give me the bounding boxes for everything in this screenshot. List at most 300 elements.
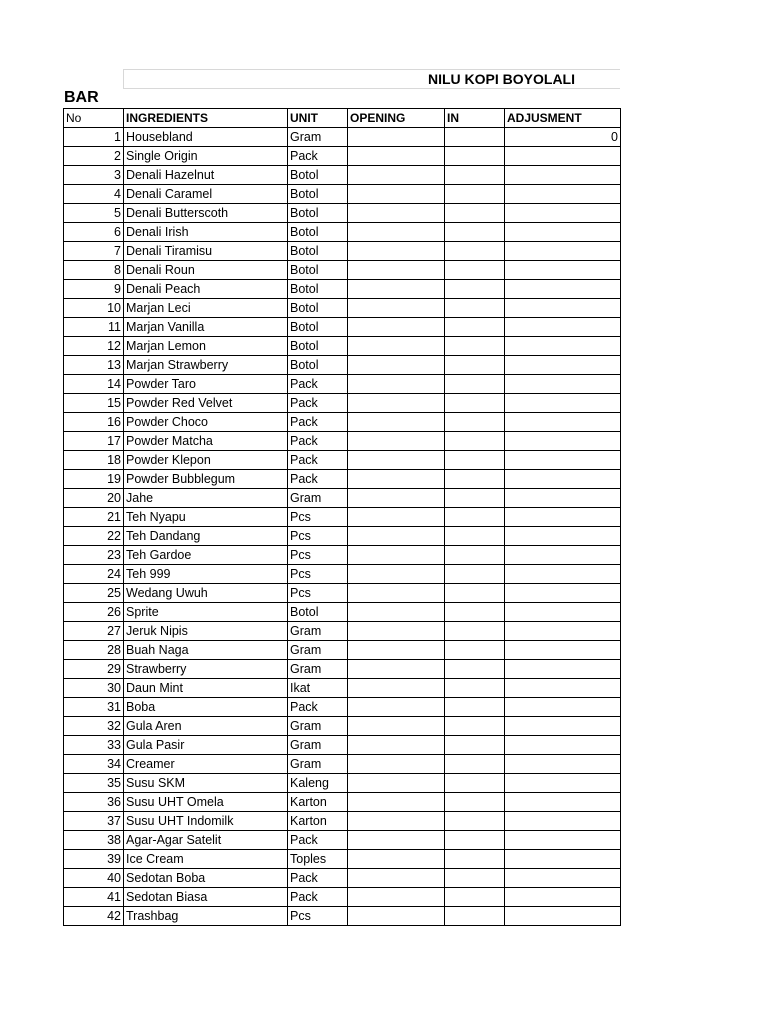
cell-in[interactable]	[445, 508, 505, 527]
cell-unit[interactable]: Ikat	[288, 679, 348, 698]
table-row	[64, 356, 621, 375]
table-row	[64, 679, 621, 698]
cell-opening[interactable]	[348, 128, 445, 147]
cell-opening[interactable]	[348, 375, 445, 394]
cell-no[interactable]: 17	[64, 432, 124, 451]
cell-adjusment[interactable]	[505, 375, 621, 394]
cell-no[interactable]: 20	[64, 489, 124, 508]
cell-in[interactable]	[445, 584, 505, 603]
cell-ingredient[interactable]: Powder Red Velvet	[124, 394, 288, 413]
header-in: IN	[445, 109, 505, 128]
cell-unit[interactable]: Pack	[288, 147, 348, 166]
cell-opening[interactable]	[348, 242, 445, 261]
cell-no[interactable]: 4	[64, 185, 124, 204]
cell-unit[interactable]: Gram	[288, 128, 348, 147]
section-label: BAR	[64, 89, 99, 106]
table-row	[64, 375, 621, 394]
cell-unit[interactable]: Pack	[288, 888, 348, 907]
cell-opening[interactable]	[348, 622, 445, 641]
cell-unit[interactable]: Toples	[288, 850, 348, 869]
cell-ingredient[interactable]: Denali Tiramisu	[124, 242, 288, 261]
cell-no[interactable]: 5	[64, 204, 124, 223]
cell-no[interactable]: 12	[64, 337, 124, 356]
cell-no[interactable]: 33	[64, 736, 124, 755]
cell-opening[interactable]	[348, 223, 445, 242]
cell-no[interactable]: 31	[64, 698, 124, 717]
cell-unit[interactable]: Pcs	[288, 508, 348, 527]
cell-no[interactable]: 38	[64, 831, 124, 850]
cell-in[interactable]	[445, 242, 505, 261]
table-row	[64, 888, 621, 907]
cell-adjusment[interactable]	[505, 489, 621, 508]
cell-opening[interactable]	[348, 603, 445, 622]
cell-ingredient[interactable]: Marjan Leci	[124, 299, 288, 318]
header-no: No	[64, 109, 124, 128]
cell-opening[interactable]	[348, 489, 445, 508]
cell-unit[interactable]: Botol	[288, 356, 348, 375]
cell-in[interactable]	[445, 679, 505, 698]
header-opening: OPENING	[348, 109, 445, 128]
cell-opening[interactable]	[348, 432, 445, 451]
cell-in[interactable]	[445, 489, 505, 508]
cell-unit[interactable]: Gram	[288, 736, 348, 755]
cell-ingredient[interactable]: Teh Nyapu	[124, 508, 288, 527]
cell-ingredient[interactable]: Jeruk Nipis	[124, 622, 288, 641]
cell-ingredient[interactable]: Daun Mint	[124, 679, 288, 698]
cell-opening[interactable]	[348, 185, 445, 204]
table-row	[64, 451, 621, 470]
cell-adjusment[interactable]	[505, 717, 621, 736]
cell-no[interactable]: 9	[64, 280, 124, 299]
table-row	[64, 166, 621, 185]
cell-ingredient[interactable]: Susu UHT Indomilk	[124, 812, 288, 831]
table-row	[64, 470, 621, 489]
table-row	[64, 812, 621, 831]
cell-opening[interactable]	[348, 413, 445, 432]
cell-opening[interactable]	[348, 527, 445, 546]
cell-in[interactable]	[445, 375, 505, 394]
table-row	[64, 223, 621, 242]
cell-opening[interactable]	[348, 793, 445, 812]
cell-opening[interactable]	[348, 204, 445, 223]
table-row	[64, 489, 621, 508]
cell-adjusment[interactable]	[505, 869, 621, 888]
cell-unit[interactable]: Pack	[288, 375, 348, 394]
cell-unit[interactable]: Botol	[288, 261, 348, 280]
header-unit: UNIT	[288, 109, 348, 128]
cell-in[interactable]	[445, 204, 505, 223]
cell-ingredient[interactable]: Denali Caramel	[124, 185, 288, 204]
table-row	[64, 318, 621, 337]
table-row	[64, 660, 621, 679]
cell-unit[interactable]: Botol	[288, 603, 348, 622]
cell-unit[interactable]: Pcs	[288, 907, 348, 926]
cell-unit[interactable]: Botol	[288, 204, 348, 223]
cell-no[interactable]: 8	[64, 261, 124, 280]
cell-adjusment[interactable]	[505, 451, 621, 470]
cell-opening[interactable]	[348, 850, 445, 869]
cell-opening[interactable]	[348, 147, 445, 166]
cell-unit[interactable]: Pcs	[288, 565, 348, 584]
cell-ingredient[interactable]: Marjan Vanilla	[124, 318, 288, 337]
cell-adjusment[interactable]	[505, 508, 621, 527]
cell-adjusment[interactable]	[505, 546, 621, 565]
cell-opening[interactable]	[348, 641, 445, 660]
cell-adjusment[interactable]	[505, 223, 621, 242]
cell-ingredient[interactable]: Powder Matcha	[124, 432, 288, 451]
cell-adjusment[interactable]	[505, 888, 621, 907]
cell-in[interactable]	[445, 622, 505, 641]
cell-adjusment[interactable]	[505, 565, 621, 584]
cell-no[interactable]: 22	[64, 527, 124, 546]
cell-opening[interactable]	[348, 166, 445, 185]
table-row	[64, 603, 621, 622]
cell-adjusment[interactable]	[505, 261, 621, 280]
cell-in[interactable]	[445, 869, 505, 888]
cell-in[interactable]	[445, 413, 505, 432]
table-row	[64, 527, 621, 546]
cell-adjusment[interactable]	[505, 698, 621, 717]
cell-no[interactable]: 21	[64, 508, 124, 527]
cell-ingredient[interactable]: Marjan Strawberry	[124, 356, 288, 375]
table-row	[64, 736, 621, 755]
cell-unit[interactable]: Botol	[288, 242, 348, 261]
cell-in[interactable]	[445, 812, 505, 831]
cell-adjusment[interactable]	[505, 432, 621, 451]
document-title: NILU KOPI BOYOLALI	[428, 71, 575, 87]
cell-no[interactable]: 36	[64, 793, 124, 812]
cell-ingredient[interactable]: Powder Taro	[124, 375, 288, 394]
cell-adjusment[interactable]	[505, 907, 621, 926]
cell-unit[interactable]: Botol	[288, 185, 348, 204]
table-row	[64, 546, 621, 565]
cell-in[interactable]	[445, 394, 505, 413]
cell-ingredient[interactable]: Gula Pasir	[124, 736, 288, 755]
table-row	[64, 793, 621, 812]
cell-ingredient[interactable]: Susu SKM	[124, 774, 288, 793]
inventory-table	[63, 108, 621, 926]
cell-in[interactable]	[445, 337, 505, 356]
cell-ingredient[interactable]: Teh Dandang	[124, 527, 288, 546]
cell-in[interactable]	[445, 831, 505, 850]
cell-opening[interactable]	[348, 869, 445, 888]
cell-adjusment[interactable]	[505, 584, 621, 603]
cell-in[interactable]	[445, 546, 505, 565]
cell-unit[interactable]: Botol	[288, 223, 348, 242]
cell-adjusment[interactable]	[505, 280, 621, 299]
cell-adjusment[interactable]	[505, 394, 621, 413]
cell-opening[interactable]	[348, 470, 445, 489]
cell-ingredient[interactable]: Strawberry	[124, 660, 288, 679]
table-row	[64, 242, 621, 261]
cell-no[interactable]: 32	[64, 717, 124, 736]
cell-no[interactable]: 37	[64, 812, 124, 831]
cell-no[interactable]: 1	[64, 128, 124, 147]
cell-opening[interactable]	[348, 280, 445, 299]
cell-opening[interactable]	[348, 451, 445, 470]
cell-adjusment[interactable]	[505, 736, 621, 755]
cell-in[interactable]	[445, 717, 505, 736]
table-row	[64, 565, 621, 584]
cell-no[interactable]: 19	[64, 470, 124, 489]
cell-opening[interactable]	[348, 717, 445, 736]
cell-in[interactable]	[445, 641, 505, 660]
cell-adjusment[interactable]	[505, 318, 621, 337]
cell-ingredient[interactable]: Wedang Uwuh	[124, 584, 288, 603]
table-row	[64, 432, 621, 451]
table-row	[64, 698, 621, 717]
cell-in[interactable]	[445, 736, 505, 755]
cell-unit[interactable]: Gram	[288, 489, 348, 508]
cell-no[interactable]: 30	[64, 679, 124, 698]
cell-opening[interactable]	[348, 565, 445, 584]
cell-ingredient[interactable]: Boba	[124, 698, 288, 717]
cell-opening[interactable]	[348, 337, 445, 356]
cell-no[interactable]: 23	[64, 546, 124, 565]
cell-ingredient[interactable]: Denali Butterscoth	[124, 204, 288, 223]
cell-opening[interactable]	[348, 660, 445, 679]
table-row	[64, 394, 621, 413]
cell-adjusment[interactable]	[505, 812, 621, 831]
table-row	[64, 622, 621, 641]
cell-opening[interactable]	[348, 698, 445, 717]
cell-no[interactable]: 25	[64, 584, 124, 603]
cell-in[interactable]	[445, 603, 505, 622]
cell-ingredient[interactable]: Powder Bubblegum	[124, 470, 288, 489]
cell-in[interactable]	[445, 850, 505, 869]
cell-adjusment[interactable]	[505, 660, 621, 679]
cell-no[interactable]: 7	[64, 242, 124, 261]
cell-no[interactable]: 29	[64, 660, 124, 679]
table-row	[64, 299, 621, 318]
cell-in[interactable]	[445, 299, 505, 318]
cell-in[interactable]	[445, 432, 505, 451]
cell-opening[interactable]	[348, 299, 445, 318]
cell-unit[interactable]: Gram	[288, 755, 348, 774]
cell-opening[interactable]	[348, 508, 445, 527]
cell-no[interactable]: 10	[64, 299, 124, 318]
cell-no[interactable]: 26	[64, 603, 124, 622]
cell-in[interactable]	[445, 451, 505, 470]
cell-ingredient[interactable]: Powder Klepon	[124, 451, 288, 470]
cell-ingredient[interactable]: Denali Roun	[124, 261, 288, 280]
cell-no[interactable]: 42	[64, 907, 124, 926]
cell-in[interactable]	[445, 755, 505, 774]
cell-ingredient[interactable]: Denali Peach	[124, 280, 288, 299]
cell-ingredient[interactable]: Teh Gardoe	[124, 546, 288, 565]
cell-ingredient[interactable]: Sprite	[124, 603, 288, 622]
cell-unit[interactable]: Gram	[288, 660, 348, 679]
cell-opening[interactable]	[348, 907, 445, 926]
cell-ingredient[interactable]: Trashbag	[124, 907, 288, 926]
cell-in[interactable]	[445, 660, 505, 679]
cell-ingredient[interactable]: Buah Naga	[124, 641, 288, 660]
cell-adjusment[interactable]	[505, 603, 621, 622]
cell-adjusment[interactable]	[505, 413, 621, 432]
cell-no[interactable]: 27	[64, 622, 124, 641]
cell-opening[interactable]	[348, 584, 445, 603]
cell-no[interactable]: 2	[64, 147, 124, 166]
cell-in[interactable]	[445, 147, 505, 166]
cell-in[interactable]	[445, 318, 505, 337]
cell-adjusment[interactable]	[505, 850, 621, 869]
cell-opening[interactable]	[348, 261, 445, 280]
cell-in[interactable]	[445, 698, 505, 717]
cell-no[interactable]: 41	[64, 888, 124, 907]
table-row	[64, 907, 621, 926]
table-row	[64, 280, 621, 299]
table-row	[64, 128, 621, 147]
cell-adjusment[interactable]	[505, 527, 621, 546]
table-row	[64, 508, 621, 527]
cell-no[interactable]: 40	[64, 869, 124, 888]
cell-in[interactable]	[445, 128, 505, 147]
cell-in[interactable]	[445, 907, 505, 926]
header-adjusment: ADJUSMENT	[505, 109, 621, 128]
cell-adjusment[interactable]	[505, 299, 621, 318]
cell-in[interactable]	[445, 166, 505, 185]
table-row	[64, 850, 621, 869]
cell-opening[interactable]	[348, 812, 445, 831]
cell-adjusment[interactable]	[505, 166, 621, 185]
cell-adjusment[interactable]	[505, 147, 621, 166]
cell-opening[interactable]	[348, 736, 445, 755]
cell-unit[interactable]: Pack	[288, 869, 348, 888]
cell-no[interactable]: 11	[64, 318, 124, 337]
cell-ingredient[interactable]: Denali Hazelnut	[124, 166, 288, 185]
cell-opening[interactable]	[348, 755, 445, 774]
cell-opening[interactable]	[348, 774, 445, 793]
cell-in[interactable]	[445, 261, 505, 280]
cell-adjusment[interactable]	[505, 755, 621, 774]
cell-opening[interactable]	[348, 888, 445, 907]
cell-adjusment[interactable]	[505, 774, 621, 793]
table-row	[64, 413, 621, 432]
cell-adjusment[interactable]	[505, 793, 621, 812]
cell-ingredient[interactable]: Sedotan Biasa	[124, 888, 288, 907]
table-row	[64, 755, 621, 774]
cell-unit[interactable]: Karton	[288, 812, 348, 831]
cell-opening[interactable]	[348, 546, 445, 565]
table-row	[64, 831, 621, 850]
cell-opening[interactable]	[348, 679, 445, 698]
header-ingredients: INGREDIENTS	[124, 109, 288, 128]
cell-unit[interactable]: Pack	[288, 831, 348, 850]
cell-in[interactable]	[445, 527, 505, 546]
table-row	[64, 337, 621, 356]
cell-opening[interactable]	[348, 394, 445, 413]
cell-unit[interactable]: Gram	[288, 717, 348, 736]
cell-no[interactable]: 39	[64, 850, 124, 869]
cell-in[interactable]	[445, 280, 505, 299]
cell-ingredient[interactable]: Ice Cream	[124, 850, 288, 869]
cell-adjusment[interactable]	[505, 831, 621, 850]
cell-adjusment[interactable]	[505, 242, 621, 261]
table-row	[64, 204, 621, 223]
cell-adjusment[interactable]	[505, 204, 621, 223]
cell-unit[interactable]: Pack	[288, 394, 348, 413]
cell-unit[interactable]: Botol	[288, 280, 348, 299]
table-row	[64, 869, 621, 888]
cell-unit[interactable]: Kaleng	[288, 774, 348, 793]
cell-ingredient[interactable]: Agar-Agar Satelit	[124, 831, 288, 850]
cell-ingredient[interactable]: Sedotan Boba	[124, 869, 288, 888]
cell-unit[interactable]: Pack	[288, 698, 348, 717]
cell-unit[interactable]: Gram	[288, 622, 348, 641]
cell-no[interactable]: 35	[64, 774, 124, 793]
cell-no[interactable]: 28	[64, 641, 124, 660]
cell-ingredient[interactable]: Single Origin	[124, 147, 288, 166]
cell-unit[interactable]: Pcs	[288, 584, 348, 603]
cell-no[interactable]: 15	[64, 394, 124, 413]
cell-unit[interactable]: Pcs	[288, 546, 348, 565]
cell-ingredient[interactable]: Gula Aren	[124, 717, 288, 736]
cell-adjusment[interactable]	[505, 641, 621, 660]
cell-ingredient[interactable]: Marjan Lemon	[124, 337, 288, 356]
cell-no[interactable]: 34	[64, 755, 124, 774]
cell-no[interactable]: 24	[64, 565, 124, 584]
cell-in[interactable]	[445, 793, 505, 812]
cell-in[interactable]	[445, 888, 505, 907]
cell-opening[interactable]	[348, 318, 445, 337]
cell-unit[interactable]: Pack	[288, 451, 348, 470]
cell-in[interactable]	[445, 565, 505, 584]
cell-in[interactable]	[445, 470, 505, 489]
cell-unit[interactable]: Botol	[288, 166, 348, 185]
table-row	[64, 147, 621, 166]
cell-in[interactable]	[445, 223, 505, 242]
cell-adjusment[interactable]	[505, 337, 621, 356]
cell-ingredient[interactable]: Creamer	[124, 755, 288, 774]
cell-unit[interactable]: Pack	[288, 413, 348, 432]
table-header-row	[64, 109, 621, 128]
cell-adjusment[interactable]	[505, 622, 621, 641]
cell-no[interactable]: 6	[64, 223, 124, 242]
cell-unit[interactable]: Pcs	[288, 527, 348, 546]
cell-in[interactable]	[445, 774, 505, 793]
cell-no[interactable]: 3	[64, 166, 124, 185]
cell-opening[interactable]	[348, 831, 445, 850]
cell-adjusment[interactable]: 0	[505, 128, 621, 147]
cell-adjusment[interactable]	[505, 470, 621, 489]
cell-adjusment[interactable]	[505, 185, 621, 204]
cell-adjusment[interactable]	[505, 679, 621, 698]
cell-adjusment[interactable]	[505, 356, 621, 375]
table-row	[64, 185, 621, 204]
cell-unit[interactable]: Pack	[288, 470, 348, 489]
cell-opening[interactable]	[348, 356, 445, 375]
cell-in[interactable]	[445, 185, 505, 204]
cell-unit[interactable]: Botol	[288, 318, 348, 337]
cell-ingredient[interactable]: Teh 999	[124, 565, 288, 584]
cell-ingredient[interactable]: Denali Irish	[124, 223, 288, 242]
cell-unit[interactable]: Karton	[288, 793, 348, 812]
cell-no[interactable]: 18	[64, 451, 124, 470]
table-row	[64, 774, 621, 793]
cell-in[interactable]	[445, 356, 505, 375]
cell-ingredient[interactable]: Housebland	[124, 128, 288, 147]
cell-unit[interactable]: Botol	[288, 337, 348, 356]
cell-ingredient[interactable]: Jahe	[124, 489, 288, 508]
cell-ingredient[interactable]: Powder Choco	[124, 413, 288, 432]
cell-unit[interactable]: Botol	[288, 299, 348, 318]
cell-unit[interactable]: Gram	[288, 641, 348, 660]
cell-unit[interactable]: Pack	[288, 432, 348, 451]
cell-no[interactable]: 14	[64, 375, 124, 394]
cell-ingredient[interactable]: Susu UHT Omela	[124, 793, 288, 812]
cell-no[interactable]: 13	[64, 356, 124, 375]
cell-no[interactable]: 16	[64, 413, 124, 432]
